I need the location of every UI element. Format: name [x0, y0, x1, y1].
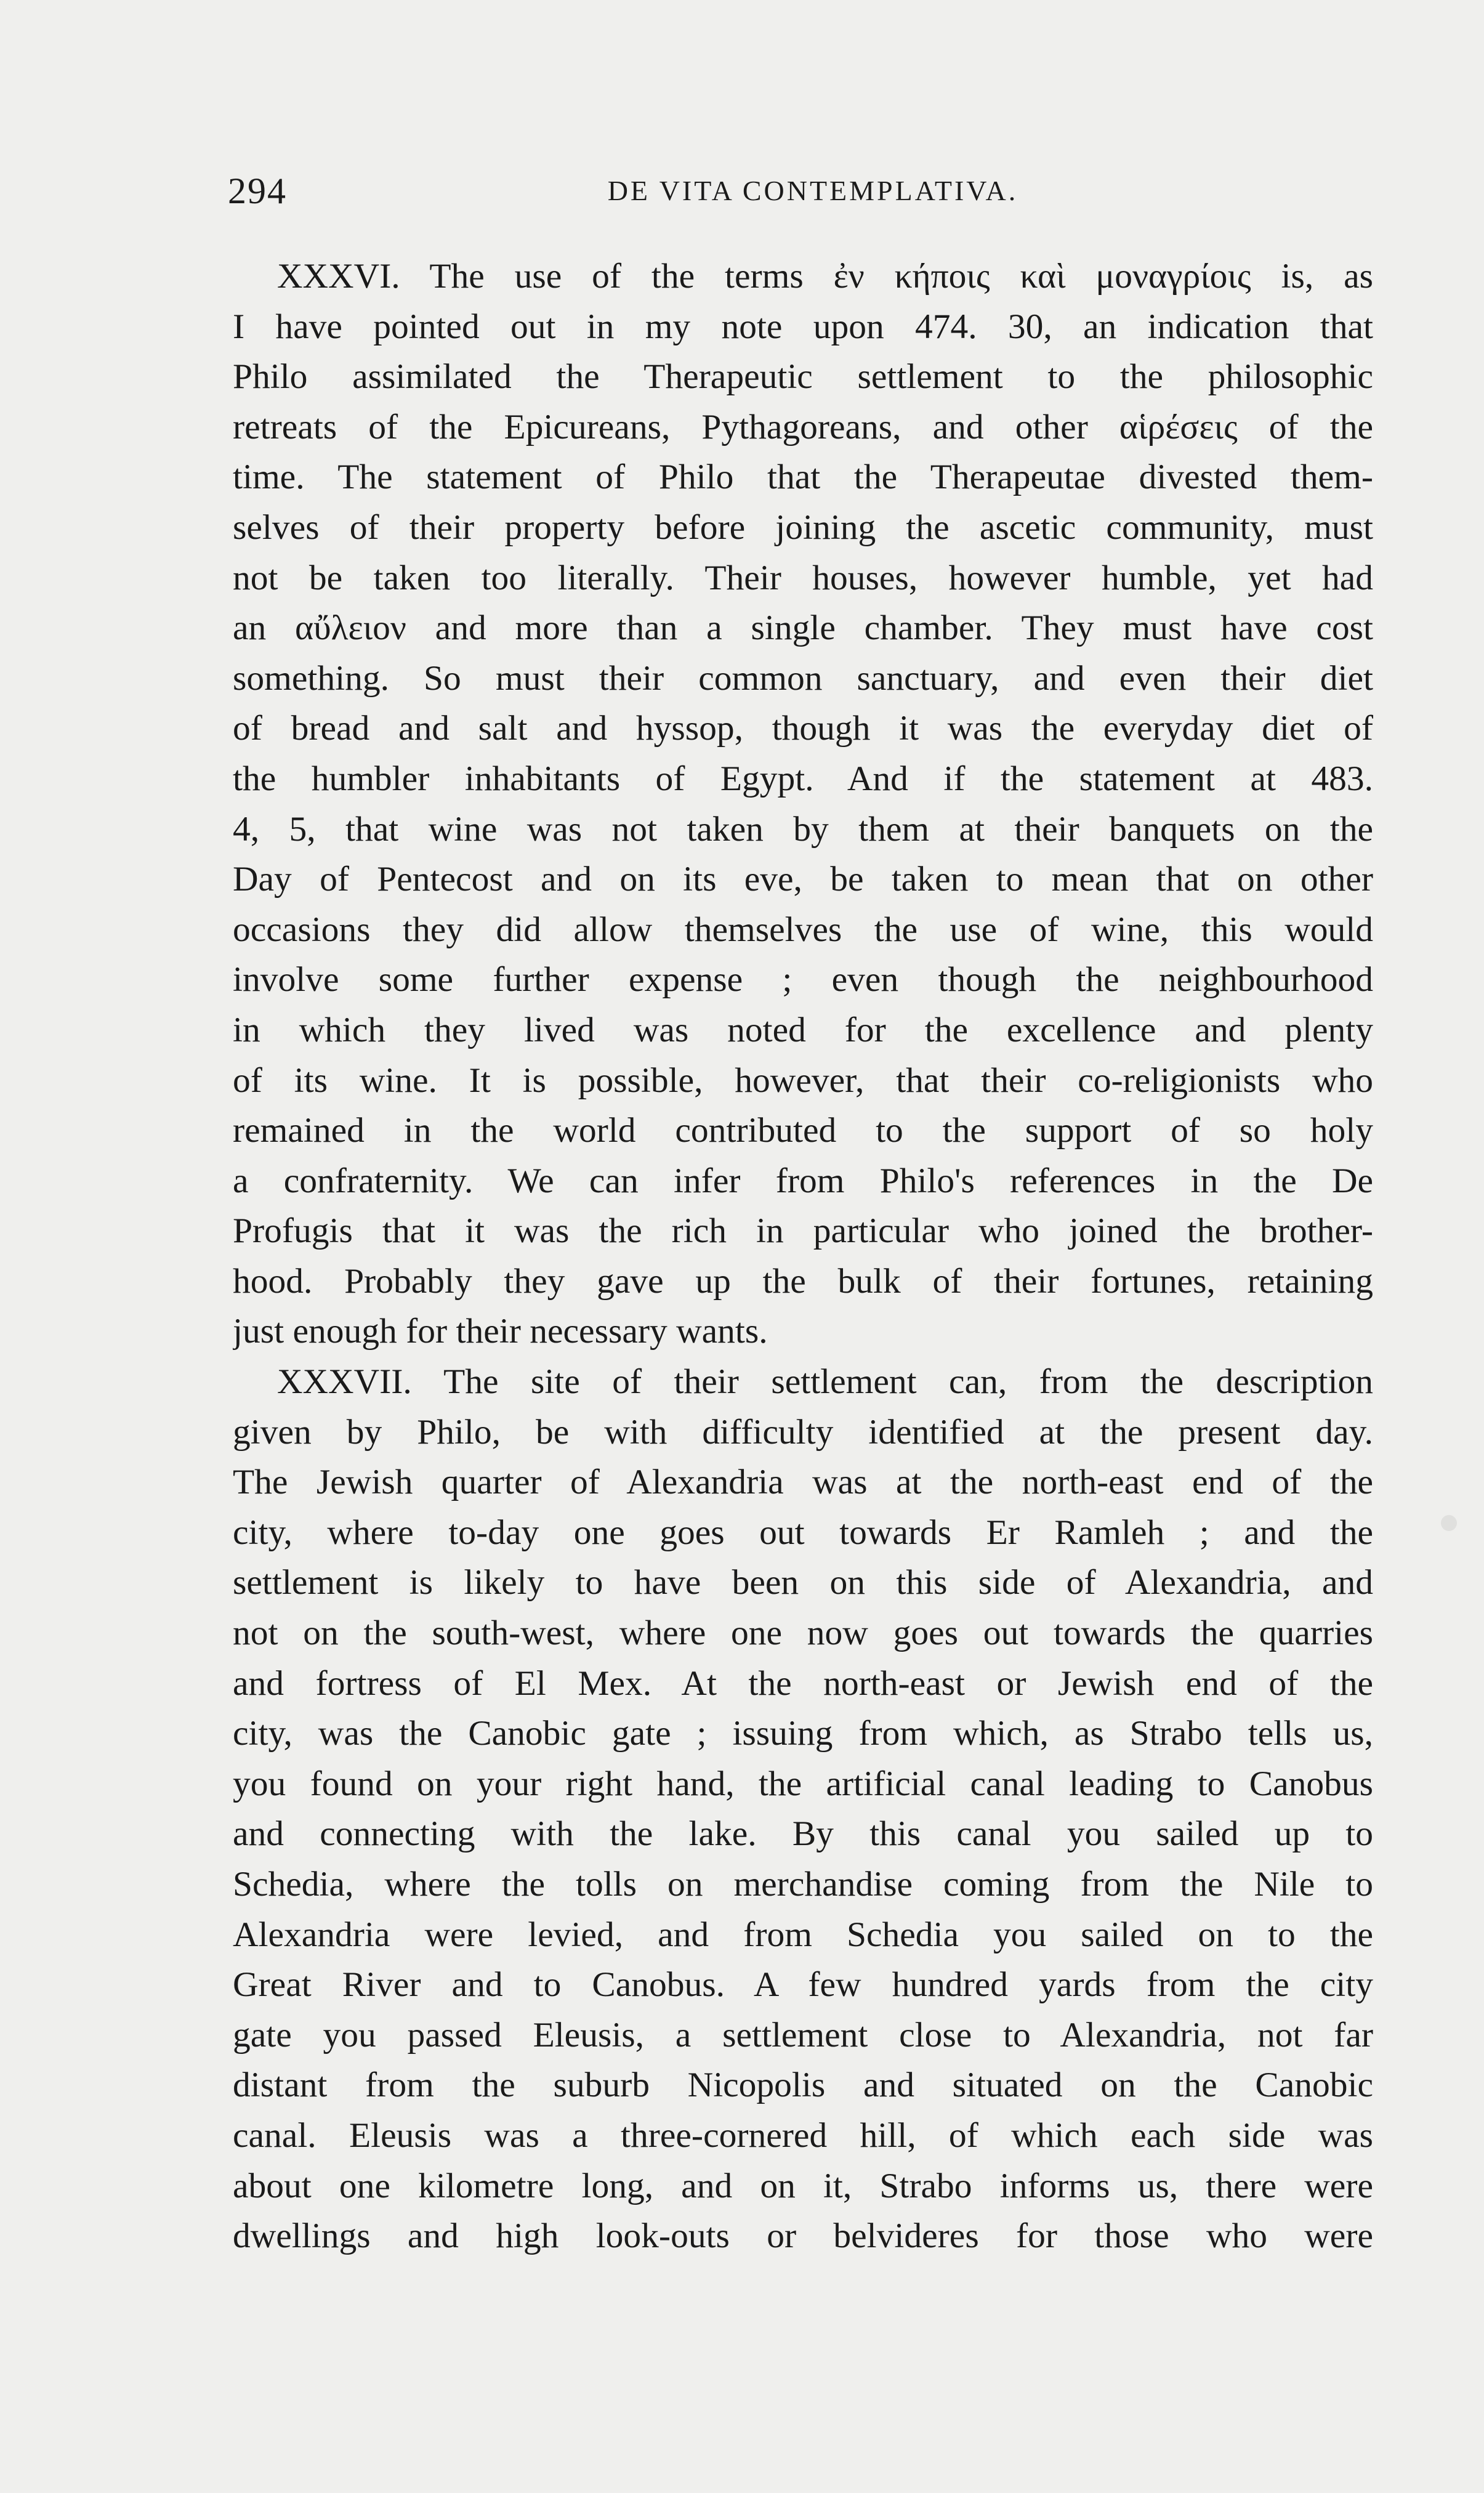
text-line: gate you passed Eleusis, a settlement close to Alexandria, not far	[233, 2015, 1373, 2055]
running-title: DE VITA CONTEMPLATIVA.	[607, 175, 1018, 206]
text-line: hood. Probably they gave up the bulk of their fortunes, retaining	[233, 1261, 1373, 1301]
text-line: not on the south-west, where one now goes out towards the quarries	[233, 1614, 1373, 1653]
text-line: Schedia, where the tolls on merchandise coming from the Nile to	[233, 1865, 1373, 1904]
text-line: I have pointed out in my note upon 474. 30, an indication that	[233, 307, 1373, 346]
text-line: Great River and to Canobus. A few hundred yards from the city	[233, 1965, 1373, 2005]
text-line: occasions they did allow themselves the use of wine, this would	[233, 910, 1373, 949]
text-line: Profugis that it was the rich in particular who joined the brother-	[233, 1211, 1373, 1251]
text-line: the humbler inhabitants of Egypt. And if the statement at 483.	[233, 759, 1373, 798]
text-line: retreats of the Epicureans, Pythagoreans, and other αἱρέσεις of the	[233, 407, 1373, 446]
text-line: of its wine. It is possible, however, that their co-religionists who	[233, 1061, 1373, 1100]
text-line: XXXVI. The use of the terms ἐν κήποις καὶ μοναγρίοις is, as	[277, 257, 1373, 296]
text-line: Day of Pentecost and on its eve, be taken to mean that on other	[233, 860, 1373, 899]
text-line: dwellings and high look-outs or belvideres for those who were	[233, 2216, 1373, 2256]
text-line: involve some further expense ; even though the neighbourhood	[233, 960, 1373, 1000]
text-line: settlement is likely to have been on this side of Alexandria, and	[233, 1563, 1373, 1602]
page-header	[228, 166, 1373, 216]
text-line: of bread and salt and hyssop, though it was the everyday diet of	[233, 709, 1373, 748]
text-line: The Jewish quarter of Alexandria was at the north-east end of the	[233, 1463, 1373, 1502]
text-line: city, where to-day one goes out towards Er Ramleh ; and the	[233, 1513, 1373, 1552]
text-line: just enough for their necessary wants.	[233, 1312, 768, 1351]
text-line: and fortress of El Mex. At the north-east or Jewish end of the	[233, 1663, 1373, 1703]
text-line: not be taken too literally. Their houses, however humble, yet had	[233, 558, 1373, 597]
text-line: remained in the world contributed to the support of so holy	[233, 1111, 1373, 1150]
text-line: XXXVII. The site of their settlement can, from the description	[277, 1362, 1373, 1402]
text-line: in which they lived was noted for the excellence and plenty	[233, 1010, 1373, 1049]
text-line: distant from the suburb Nicopolis and situated on the Canobic	[233, 2066, 1373, 2105]
text-line: selves of their property before joining the ascetic community, must	[233, 507, 1373, 547]
text-line: time. The statement of Philo that the Therapeutae divested them-	[233, 458, 1373, 497]
body-text	[233, 251, 1373, 2261]
text-line: city, was the Canobic gate ; issuing from which, as Strabo tells us,	[233, 1714, 1373, 1753]
text-line: Alexandria were levied, and from Schedia you sailed on to the	[233, 1915, 1373, 1954]
text-line: canal. Eleusis was a three-cornered hill, of which each side was	[233, 2115, 1373, 2155]
text-line: about one kilometre long, and on it, Strabo informs us, there were	[233, 2166, 1373, 2205]
text-line: an αὔλειον and more than a single chamber. They must have cost	[233, 608, 1373, 648]
text-line: you found on your right hand, the artificial canal leading to Canobus	[233, 1764, 1373, 1803]
text-line: a confraternity. We can infer from Philo's references in the De	[233, 1161, 1373, 1200]
text-line: something. So must their common sanctuary, and even their diet	[233, 658, 1373, 698]
page-number: 294	[228, 171, 287, 211]
text-line: and connecting with the lake. By this canal you sailed up to	[233, 1814, 1373, 1854]
paper-speck	[1441, 1515, 1457, 1531]
text-line: 4, 5, that wine was not taken by them at their banquets on the	[233, 809, 1373, 849]
text-line: given by Philo, be with difficulty identified at the present day.	[233, 1412, 1373, 1452]
text-line: Philo assimilated the Therapeutic settlement to the philosophic	[233, 357, 1373, 397]
